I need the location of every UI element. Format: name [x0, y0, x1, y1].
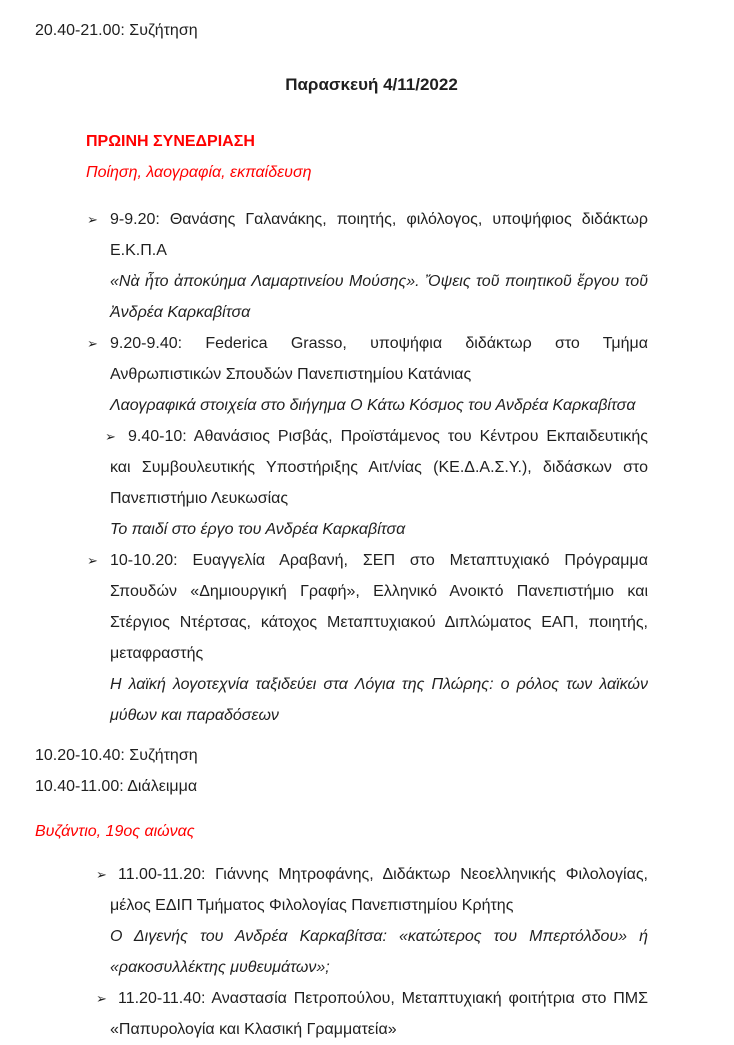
morning-session-heading: ΠΡΩΙΝΗ ΣΥΝΕΔΡΙΑΣΗ	[86, 133, 255, 150]
talk-paper-title: «Νὰ ἦτο ἀποκύημα Λαμαρτινείου Μούσης». Ὄψεις τοῦ ποιητικοῦ ἔργου τοῦ Ἀνδρέα Καρκαβίτσα	[110, 273, 648, 321]
byzantine-section-heading: Βυζάντιο, 19ος αιώνας	[35, 823, 195, 840]
list-arrow-icon: ➢	[96, 991, 107, 1006]
list-arrow-icon: ➢	[105, 429, 116, 444]
talk-speakers: 9.40-10: Αθανάσιος Ρισβάς, Προϊστάμενος του Κέντρου Εκπαιδευτικής και Συμβουλευτικής Υποστήριξης Αιτ/νίας (ΚΕ.Δ.Α.Σ.Υ.), διδάσκων στο Πανεπιστήμιο Λευκωσίας	[110, 428, 648, 507]
morning-talk-list	[35, 204, 648, 731]
talk-item	[35, 983, 648, 1045]
talk-paper-title: Λαογραφικά στοιχεία στο διήγημα Ο Κάτω Κόσμος του Ανδρέα Καρκαβίτσα	[110, 397, 636, 414]
list-arrow-icon: ➢	[87, 336, 98, 351]
day-date-title: Παρασκευή 4/11/2022	[285, 75, 458, 94]
morning-session-theme: Ποίηση, λαογραφία, εκπαίδευση	[86, 164, 312, 181]
talk-item	[35, 328, 648, 421]
talk-speakers: 10-10.20: Ευαγγελία Αραβανή, ΣΕΠ στο Μεταπτυχιακό Πρόγραμμα Σπουδών «Δημιουργική Γραφή», Ελληνικό Ανοικτό Πανεπιστήμιο και Στέργιος Ντέρτσας, κάτοχος Μεταπτυχιακού Διπλώματος ΕΑΠ, ποιητής, μεταφραστής	[110, 552, 648, 662]
talk-paper-title: Η λαϊκή λογοτεχνία ταξιδεύει στα Λόγια της Πλώρης: ο ρόλος των λαϊκών μύθων και παραδόσεων	[110, 676, 648, 724]
byzantine-talk-list	[35, 859, 648, 1045]
talk-item	[35, 204, 648, 328]
talk-item	[35, 859, 648, 983]
list-arrow-icon: ➢	[87, 212, 98, 227]
talk-speakers: 9-9.20: Θανάσης Γαλανάκης, ποιητής, φιλόλογος, υποψήφιος διδάκτωρ Ε.Κ.Π.Α	[110, 211, 648, 259]
list-arrow-icon: ➢	[96, 867, 107, 882]
schedule-block	[35, 740, 648, 802]
talk-paper-title: Το παιδί στο έργο του Ανδρέα Καρκαβίτσα	[110, 521, 406, 538]
talk-speakers: 11.00-11.20: Γιάννης Μητροφάνης, Διδάκτωρ Νεοελληνικής Φιλολογίας, μέλος ΕΔΙΠ Τμήματος Φιλολογίας Πανεπιστημίου Κρήτης	[110, 866, 648, 914]
talk-paper-title: Ο Διγενής του Ανδρέα Καρκαβίτσα: «κατώτερος του Μπερτόλδου» ή «ρακοσυλλέκτης μυθευμάτων»;	[110, 928, 648, 976]
previous-day-discussion-note: 20.40-21.00: Συζήτηση	[35, 22, 198, 39]
list-arrow-icon: ➢	[87, 553, 98, 568]
discussion-time-entry: 10.20-10.40: Συζήτηση	[35, 747, 198, 764]
talk-speakers: 9.20-9.40: Federica Grasso, υποψήφια διδάκτωρ στο Τμήμα Ανθρωπιστικών Σπουδών Πανεπιστημίου Κατάνιας	[110, 335, 648, 383]
break-time-entry: 10.40-11.00: Διάλειμμα	[35, 778, 198, 795]
talk-item	[35, 545, 648, 731]
talk-speakers: 11.20-11.40: Αναστασία Πετροπούλου, Μεταπτυχιακή φοιτήτρια στο ΠΜΣ «Παπυρολογία και Κλασική Γραμματεία»	[110, 990, 648, 1038]
talk-item	[35, 421, 648, 545]
